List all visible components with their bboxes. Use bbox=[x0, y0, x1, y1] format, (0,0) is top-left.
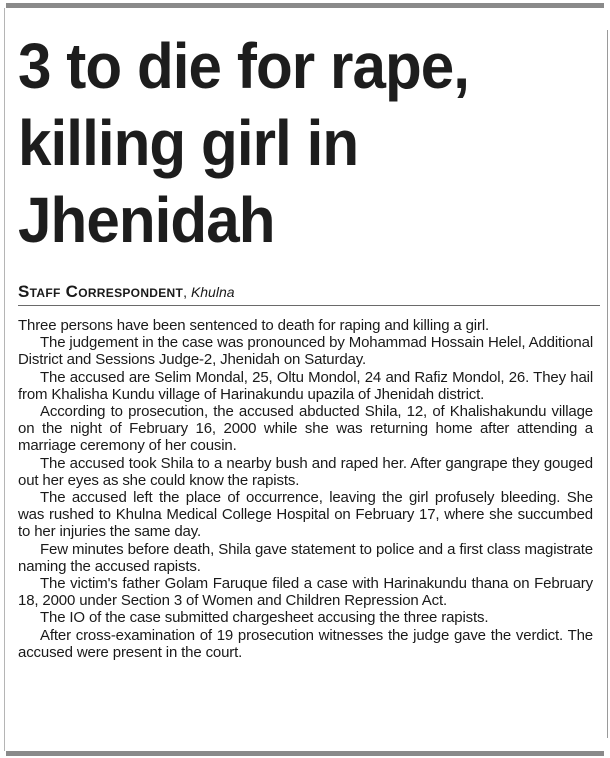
byline-name: Staff Correspondent bbox=[18, 282, 184, 301]
left-border bbox=[4, 8, 5, 751]
byline-separator: , bbox=[183, 284, 191, 300]
paragraph: Three persons have been sentenced to death for raping and killing a girl. bbox=[18, 317, 490, 334]
paragraph: The accused are Selim Mondal, 25, Oltu Mondol, 24 and Rafiz Mondol, 26. They hail from Khalisha Kundu village of Harinakundu upazila of Jhenidah district. bbox=[18, 368, 593, 403]
headline bbox=[18, 28, 563, 259]
paragraph: After cross-examination of 19 prosecution witnesses the judge gave the verdict. The accused were present in the court. bbox=[18, 626, 593, 661]
paragraph: The accused took Shila to a nearby bush and raped her. After gangrape they gouged out her eyes as she could know the rapists. bbox=[18, 454, 593, 489]
paragraph: Few minutes before death, Shila gave statement to police and a first class magistrate naming the accused rapists. bbox=[18, 540, 593, 575]
paragraph: The accused left the place of occurrence, leaving the girl profusely bleeding. She was rushed to Khulna Medical College Hospital on February 17, where she succumbed to her injuries the same day. bbox=[18, 489, 593, 541]
article-body bbox=[18, 317, 593, 661]
top-divider bbox=[6, 3, 604, 8]
byline-divider bbox=[18, 305, 600, 306]
right-border bbox=[607, 30, 608, 738]
paragraph: The victim's father Golam Faruque filed a case with Harinakundu thana on February 18, 2000 under Section 3 of Women and Children Repression Act. bbox=[18, 575, 593, 610]
paragraph: The judgement in the case was pronounced by Mohammad Hossain Helel, Additional District and Sessions Judge-2, Jhenidah on Saturday. bbox=[18, 334, 593, 369]
paragraph: The IO of the case submitted chargesheet accusing the three rapists. bbox=[40, 609, 489, 627]
bottom-divider bbox=[6, 751, 604, 756]
paragraph: According to prosecution, the accused abducted Shila, 12, of Khalishakundu village on the night of February 16, 2000 while she was returning home after attending a marriage ceremony of her cousin. bbox=[18, 403, 593, 455]
headline-line-2: killing girl in bbox=[18, 107, 359, 179]
headline-line-3: Jhenidah bbox=[18, 184, 275, 256]
byline bbox=[18, 283, 235, 301]
byline-place: Khulna bbox=[190, 284, 235, 300]
headline-line-1: 3 to die for rape, bbox=[18, 30, 470, 102]
